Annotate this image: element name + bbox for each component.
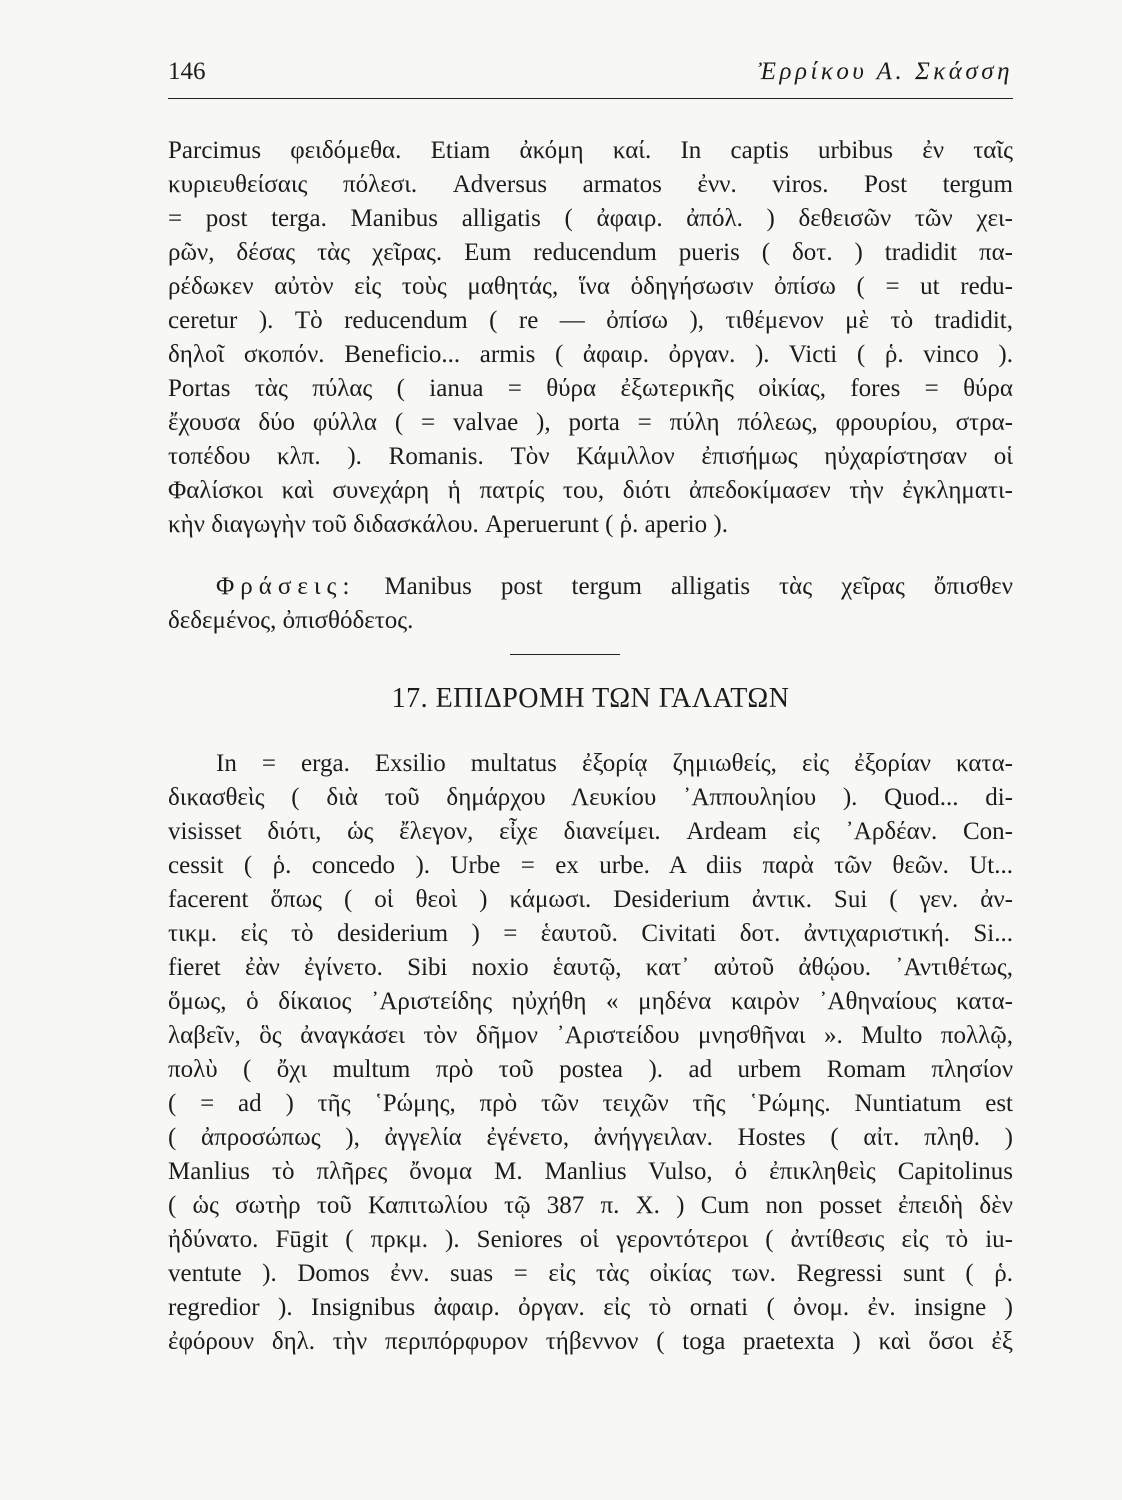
text-line: = post terga. Manibus alligatis ( ἀφαιρ. ἀπόλ. ) δεθεισῶν τῶν χει- <box>168 205 1013 232</box>
text-line: λαβεῖν, ὃς ἀναγκάσει τὸν δῆμον ᾿Αριστείδου μνησθῆναι ». Multo πολλῷ, <box>168 1022 1013 1049</box>
text-line: Portas τὰς πύλας ( ianua = θύρα ἐξωτερικῆς οἰκίας, fores = θύρα <box>168 375 1013 402</box>
text-line: ventute ). Domos ἐνν. suas = εἰς τὰς οἰκίας των. Regressi sunt ( ῥ. <box>168 1260 1013 1287</box>
text-line: facerent ὅπως ( οἱ θεοὶ ) κάμωσι. Desiderium ἀντικ. Sui ( γεν. ἀν- <box>168 886 1013 913</box>
text-line: δικασθεὶς ( διὰ τοῦ δημάρχου Λευκίου ᾿Αππουληίου ). Quod... di- <box>168 784 1013 811</box>
text-line: ρέδωκεν αὐτὸν εἰς τοὺς μαθητάς, ἵνα ὁδηγήσωσιν ὀπίσω ( = ut redu- <box>168 273 1013 300</box>
text-line: κυριευθείσαις πόλεσι. Adversus armatos ἐνν. viros. Post tergum <box>168 171 1013 198</box>
text-line: ( = ad ) τῆς ῾Ρώμης, πρὸ τῶν τειχῶν τῆς ῾Ρώμης. Nuntiatum est <box>168 1090 1013 1117</box>
text-line: ἠδύνατο. Fūgit ( πρκμ. ). Seniores οἱ γεροντότεροι ( ἀντίθεσις εἰς τὸ iu- <box>168 1226 1013 1253</box>
text-line: δεδεμένος, ὀπισθόδετος. <box>168 607 414 634</box>
text-line: ρῶν, δέσας τὰς χεῖρας. Eum reducendum pueris ( δοτ. ) tradidit πα- <box>168 239 1013 266</box>
page-number: 146 <box>168 58 206 85</box>
running-title-author: Ἐρρίκου Α. Σκάσση <box>758 58 1013 85</box>
text-line: ( ἀπροσώπως ), ἀγγελία ἐγένετο, ἀνήγγειλαν. Hostes ( αἰτ. πληθ. ) <box>168 1124 1013 1151</box>
text-line: πολὺ ( ὄχι multum πρὸ τοῦ postea ). ad urbem Romam πλησίον <box>168 1056 1013 1083</box>
text-line: Parcimus φειδόμεθα. Etiam ἀκόμη καί. In captis urbibus ἐν ταῖς <box>168 137 1013 164</box>
phrases-label: Φράσεις: <box>216 573 356 600</box>
header-rule <box>168 98 1013 99</box>
text-line: δηλοῖ σκοπόν. Beneficio... armis ( ἀφαιρ. ὀργαν. ). Victi ( ῥ. vinco ). <box>168 341 1013 368</box>
section-separator <box>510 654 620 655</box>
paragraph-section-17-notes <box>168 747 1013 1359</box>
section-heading: 17. ΕΠΙΔΡΟΜΗ ΤΩΝ ΓΑΛΑΤΩΝ <box>391 683 790 714</box>
running-header <box>168 58 1013 86</box>
paragraph-vocabulary-notes <box>168 134 1013 542</box>
text-line: Φαλίσκοι καὶ συνεχάρη ἡ πατρίς του, διότι ἀπεδοκίμασεν τὴν ἐγκληματι- <box>168 477 1013 504</box>
text-line: ( ὡς σωτὴρ τοῦ Καπιτωλίου τῷ 387 π. Χ. ) Cum non posset ἐπειδὴ δὲν <box>168 1192 1013 1219</box>
text-line: ἐφόρουν δηλ. τὴν περιπόρφυρον τήβεννον ( toga praetexta ) καὶ ὅσοι ἐξ <box>168 1328 1013 1355</box>
text-line: κὴν διαγωγὴν τοῦ διδασκάλου. Aperuerunt ( ῥ. aperio ). <box>168 511 728 538</box>
phrases-text: Manibus post tergum alligatis τὰς χεῖρας ὄπισθεν <box>355 573 1013 600</box>
text-line: cessit ( ῥ. concedo ). Urbe = ex urbe. A diis παρὰ τῶν θεῶν. Ut... <box>168 852 1013 879</box>
text-line: ὅμως, ὁ δίκαιος ᾿Αριστείδης ηὐχήθη « μηδένα καιρὸν ᾿Αθηναίους κατα- <box>168 988 1013 1015</box>
text-line: regredior ). Insignibus ἀφαιρ. ὀργαν. εἰς τὸ ornati ( ὀνομ. ἐν. insigne ) <box>168 1294 1013 1321</box>
text-line: visisset διότι, ὡς ἔλεγον, εἶχε διανείμει. Ardeam εἰς ᾿Αρδέαν. Con- <box>168 818 1013 845</box>
text-line <box>168 570 1013 604</box>
text-line: τικμ. εἰς τὸ desiderium ) = ἑαυτοῦ. Civitati δοτ. ἀντιχαριστική. Si... <box>168 920 1013 947</box>
text-line: In = erga. Exsilio multatus ἐξορίᾳ ζημιωθείς, εἰς ἐξορίαν κατα- <box>216 750 1013 777</box>
paragraph-phrases <box>168 570 1013 638</box>
text-line: ἔχουσα δύο φύλλα ( = valvae ), porta = πύλη πόλεως, φρουρίου, στρα- <box>168 409 1013 436</box>
text-line: ceretur ). Τὸ reducendum ( re — ὀπίσω ), τιθέμενον μὲ τὸ tradidit, <box>168 307 1013 334</box>
text-line: fieret ἐὰν ἐγίνετο. Sibi noxio ἑαυτῷ, κατ᾿ αὐτοῦ ἀθῴου. ᾿Αντιθέτως, <box>168 954 1013 981</box>
text-line: τοπέδου κλπ. ). Romanis. Τὸν Κάμιλλον ἐπισήμως ηὐχαρίστησαν οἱ <box>168 443 1013 470</box>
text-line: Manlius τὸ πλῆρες ὄνομα M. Manlius Vulso, ὁ ἐπικληθεὶς Capitolinus <box>168 1158 1013 1185</box>
